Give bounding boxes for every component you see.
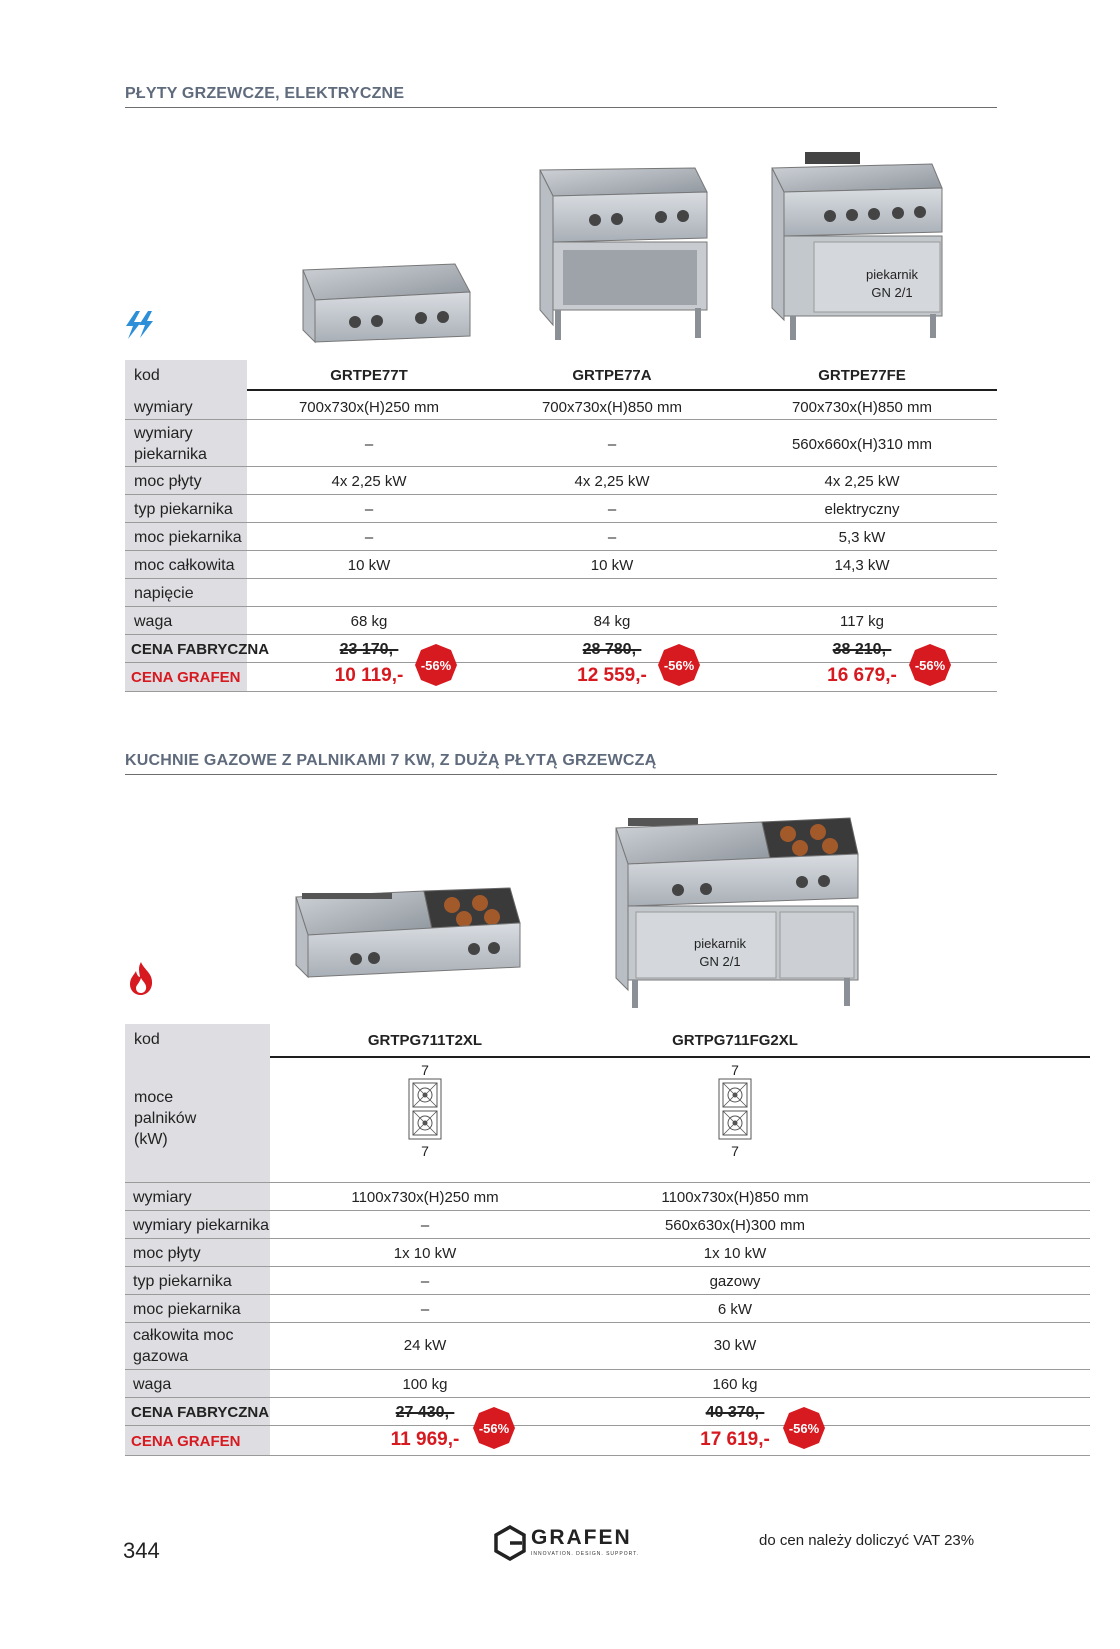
cell-waga: 117 kg [840,613,884,630]
cell-wymiary: 700x730x(H)850 mm [541,399,683,416]
cell-waga: 160 kg [712,1376,758,1393]
cell-wymiary: 1100x730x(H)250 mm [351,1189,499,1206]
cell-calkowita: 30 kW [713,1337,757,1354]
cell-moc-plyty: 4x 2,25 kW [331,473,407,490]
cell-wymiary-piekarnika: 560x630x(H)300 mm [664,1217,806,1234]
row-divider [125,1322,1090,1323]
row-divider [125,1266,1090,1267]
product-image-grtpe77a [535,160,715,345]
cell-wymiary-piekarnika: 560x660x(H)310 mm [791,436,933,453]
row-divider [125,550,997,551]
row-divider [125,606,997,607]
discount-badge [472,1406,516,1450]
row-divider [125,1425,1090,1426]
cell-moc-piekarnika: – [420,1301,430,1318]
cell-cena-grafen: 16 679,- [827,665,897,686]
label-wymiary-piekarnika-2: piekarnika [134,446,207,463]
cell-cena-grafen: 12 559,- [577,665,647,686]
cell-moc-plyty: 4x 2,25 kW [574,473,650,490]
section-title-gas: KUCHNIE GAZOWE Z PALNIKAMI 7 KW, Z DUŻĄ PŁYTĄ GRZEWCZĄ [125,752,997,775]
cell-moc-piekarnika: 5,3 kW [838,529,886,546]
burner-top-power: 7 [421,1062,429,1078]
product-image-grtpg711fg2xl [612,810,862,1015]
cell-waga: 68 kg [350,613,388,630]
label-typ-piekarnika: typ piekarnika [133,1273,232,1290]
cell-wymiary-piekarnika: – [607,436,617,453]
cell-cena-grafen: 11 969,- [390,1429,460,1450]
discount-badge [657,643,701,687]
burner-bottom-power: 7 [421,1143,429,1159]
cell-wymiary: 700x730x(H)250 mm [298,399,440,416]
label-wymiary-piekarnika-1: wymiary [134,425,193,442]
cell-moc-piekarnika: – [364,529,374,546]
brand-tagline: INNOVATION. DESIGN. SUPPORT. [531,1551,640,1557]
oven-label [680,935,760,971]
discount-badge-text: -56% [478,1420,510,1436]
row-divider [125,1455,1090,1456]
cell-moc-piekarnika: – [607,529,617,546]
burner-bottom-power: 7 [731,1143,739,1159]
brand-name: GRAFEN [531,1526,632,1549]
label-cena-fabryczna: CENA FABRYCZNA [131,641,270,658]
grafen-logo-icon [493,1525,527,1561]
discount-badge [908,643,952,687]
table2-header-rule [270,1056,1090,1058]
label-moce-3: (kW) [134,1131,168,1148]
row-divider [125,466,997,467]
flame-icon [126,960,156,996]
product-code: GRTPE77T [330,367,408,384]
cell-cena-fabryczna: 23 170,- [339,641,399,658]
label-moce-1: moce [134,1089,174,1106]
oven-label-line1: piekarnik [693,936,747,951]
label-kod: kod [134,367,160,384]
cell-calkowita: 24 kW [403,1337,447,1354]
vat-note: do cen należy doliczyć VAT 23% [759,1532,975,1549]
row-divider [125,522,997,523]
cell-typ-piekarnika: elektryczny [824,501,900,518]
cell-typ-piekarnika: gazowy [709,1273,761,1290]
product-image-grtpe77t [295,250,473,350]
discount-badge [782,1406,826,1450]
label-moc-piekarnika: moc piekarnika [134,529,242,546]
product-code: GRTPE77FE [818,367,906,384]
burner-layout-icon [408,1078,442,1140]
row-divider [125,1369,1090,1370]
cell-typ-piekarnika: – [420,1273,430,1290]
product-image-grtpg711t2xl [284,885,534,995]
cell-moc-piekarnika: 6 kW [717,1301,753,1318]
cell-wymiary-piekarnika: – [364,436,374,453]
cell-moc-calkowita: 14,3 kW [834,557,890,574]
product-code: GRTPE77A [572,367,652,384]
cell-wymiary: 1100x730x(H)850 mm [661,1189,809,1206]
cell-moc-plyty: 1x 10 kW [703,1245,767,1262]
label-cena-fabryczna: CENA FABRYCZNA [131,1404,270,1421]
burner-diagram [715,1062,755,1159]
lightning-icon [122,308,156,342]
oven-label-line2: GN 2/1 [699,954,741,969]
cell-waga: 100 kg [402,1376,448,1393]
row-divider [125,1210,1090,1211]
cell-cena-fabryczna: 40 370,- [705,1404,765,1421]
cell-wymiary: 700x730x(H)850 mm [791,399,933,416]
cell-cena-fabryczna: 27 430,- [395,1404,455,1421]
row-divider [125,578,997,579]
cell-moc-calkowita: 10 kW [347,557,391,574]
product-code: GRTPG711T2XL [367,1032,483,1049]
cell-cena-fabryczna: 28 780,- [582,641,642,658]
cell-cena-fabryczna: 38 210,- [832,641,892,658]
row-divider [125,691,997,692]
row-divider [125,1397,1090,1398]
cell-moc-plyty: 1x 10 kW [393,1245,457,1262]
discount-badge [414,643,458,687]
label-waga: waga [134,613,173,630]
oven-label-line1: piekarnik [865,267,919,282]
discount-badge-text: -56% [663,657,695,673]
cell-moc-calkowita: 10 kW [590,557,634,574]
label-typ-piekarnika: typ piekarnika [134,501,233,518]
cell-cena-grafen: 17 619,- [700,1429,770,1450]
section-title-electric: PŁYTY GRZEWCZE, ELEKTRYCZNE [125,85,997,108]
row-divider [125,419,997,420]
oven-label [852,266,932,302]
label-calkowita-1: całkowita moc [133,1327,234,1344]
burner-layout-icon [718,1078,752,1140]
label-moc-plyty: moc płyty [134,473,202,490]
label-moc-piekarnika: moc piekarnika [133,1301,241,1318]
row-divider [125,1182,1090,1183]
row-divider [125,1238,1090,1239]
label-moc-plyty: moc płyty [133,1245,201,1262]
cell-cena-grafen: 10 119,- [334,665,404,686]
label-napiecie: napięcie [134,585,194,602]
label-moce-2: palników [134,1110,197,1127]
label-cena-grafen: CENA GRAFEN [131,1433,241,1450]
row-divider [125,494,997,495]
cell-moc-plyty: 4x 2,25 kW [824,473,900,490]
label-calkowita-2: gazowa [133,1348,189,1365]
burner-top-power: 7 [731,1062,739,1078]
label-moc-calkowita: moc całkowita [134,557,235,574]
table1-header-rule [247,389,997,391]
discount-badge-text: -56% [420,657,452,673]
label-cena-grafen: CENA GRAFEN [131,669,241,686]
product-code: GRTPG711FG2XL [672,1032,798,1049]
cell-waga: 84 kg [593,613,631,630]
label-kod: kod [134,1031,160,1048]
cell-typ-piekarnika: – [364,501,374,518]
label-wymiary: wymiary [134,399,193,416]
label-waga: waga [133,1376,172,1393]
row-divider [125,662,997,663]
label-wymiary-piekarnika: wymiary piekarnika [133,1217,270,1234]
page-number: 344 [123,1538,160,1563]
discount-badge-text: -56% [914,657,946,673]
row-divider [125,1294,1090,1295]
label-wymiary: wymiary [133,1189,192,1206]
row-divider [125,634,997,635]
oven-label-line2: GN 2/1 [871,285,913,300]
cell-typ-piekarnika: – [607,501,617,518]
discount-badge-text: -56% [788,1420,820,1436]
product-image-grtpe77fe [770,150,958,345]
burner-diagram [405,1062,445,1159]
grafen-logo [493,1525,643,1565]
cell-wymiary-piekarnika: – [420,1217,430,1234]
